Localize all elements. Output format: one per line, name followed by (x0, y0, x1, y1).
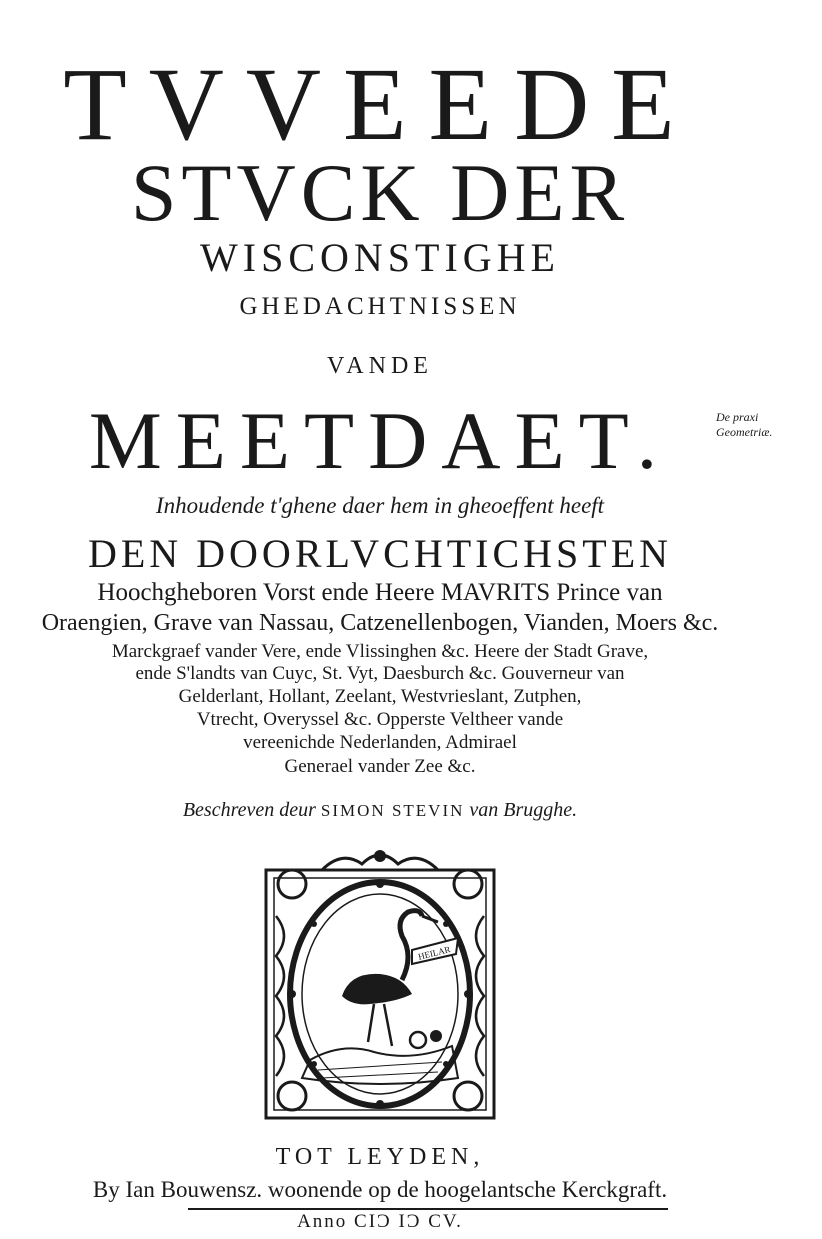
vignette-motto: HEILAR (417, 944, 452, 962)
dedication-line: Generael vander Zee &c. (284, 756, 476, 777)
dedication-line: Hoochgheboren Vorst ende Heere MAVRITS Prince van (97, 579, 663, 606)
subtitle: Inhoudende t'ghene daer hem in gheoeffent heeft (155, 493, 605, 518)
author-prefix: Beschreven deur (182, 799, 316, 821)
dedication-line: Gelderlant, Hollant, Zeelant, Westvrieslant, Zutphen, (178, 686, 582, 707)
printers-device-vignette (262, 846, 498, 1122)
dedication-line: vereenichde Nederlanden, Admirael (243, 732, 517, 753)
title-line-4: GHEDACHTNISSEN (239, 293, 521, 320)
dedication-line: Oraengien, Grave van Nassau, Catzenellenbogen, Vianden, Moers &c. (41, 610, 719, 636)
author-name: SIMON STEVIN (320, 801, 465, 820)
author-line (0, 797, 760, 824)
dedication-heading: DEN DOORLVCHTICHSTEN (87, 531, 673, 576)
dedication-line: Vtrecht, Overyssel &c. Opperste Veltheer vande (196, 709, 564, 730)
author-suffix: van Brugghe. (469, 799, 578, 821)
margin-note: De praxi Geometriæ. (716, 410, 773, 439)
imprint-printer: By Ian Bouwensz. woonende op de hoogelantsche Kerckgraft. (92, 1177, 668, 1202)
title-line-6: MEETDAET. (88, 395, 672, 486)
title-line-3: WISCONSTIGHE (200, 235, 560, 280)
dedication-line: ende S'landts van Cuyc, St. Vyt, Daesburch &c. Gouverneur van (135, 663, 625, 684)
title-line-2: STVCK DER (130, 147, 630, 238)
imprint-year: Anno CIƆ IƆ CV. (297, 1211, 463, 1232)
dedication-line: Marckgraef vander Vere, ende Vlissinghen &c. Heere der Stadt Grave, (111, 641, 649, 662)
title-line-1: TVVEEDE (63, 47, 697, 162)
title-line-5: VANDE (327, 353, 433, 379)
imprint-city: TOT LEYDEN, (275, 1144, 485, 1170)
